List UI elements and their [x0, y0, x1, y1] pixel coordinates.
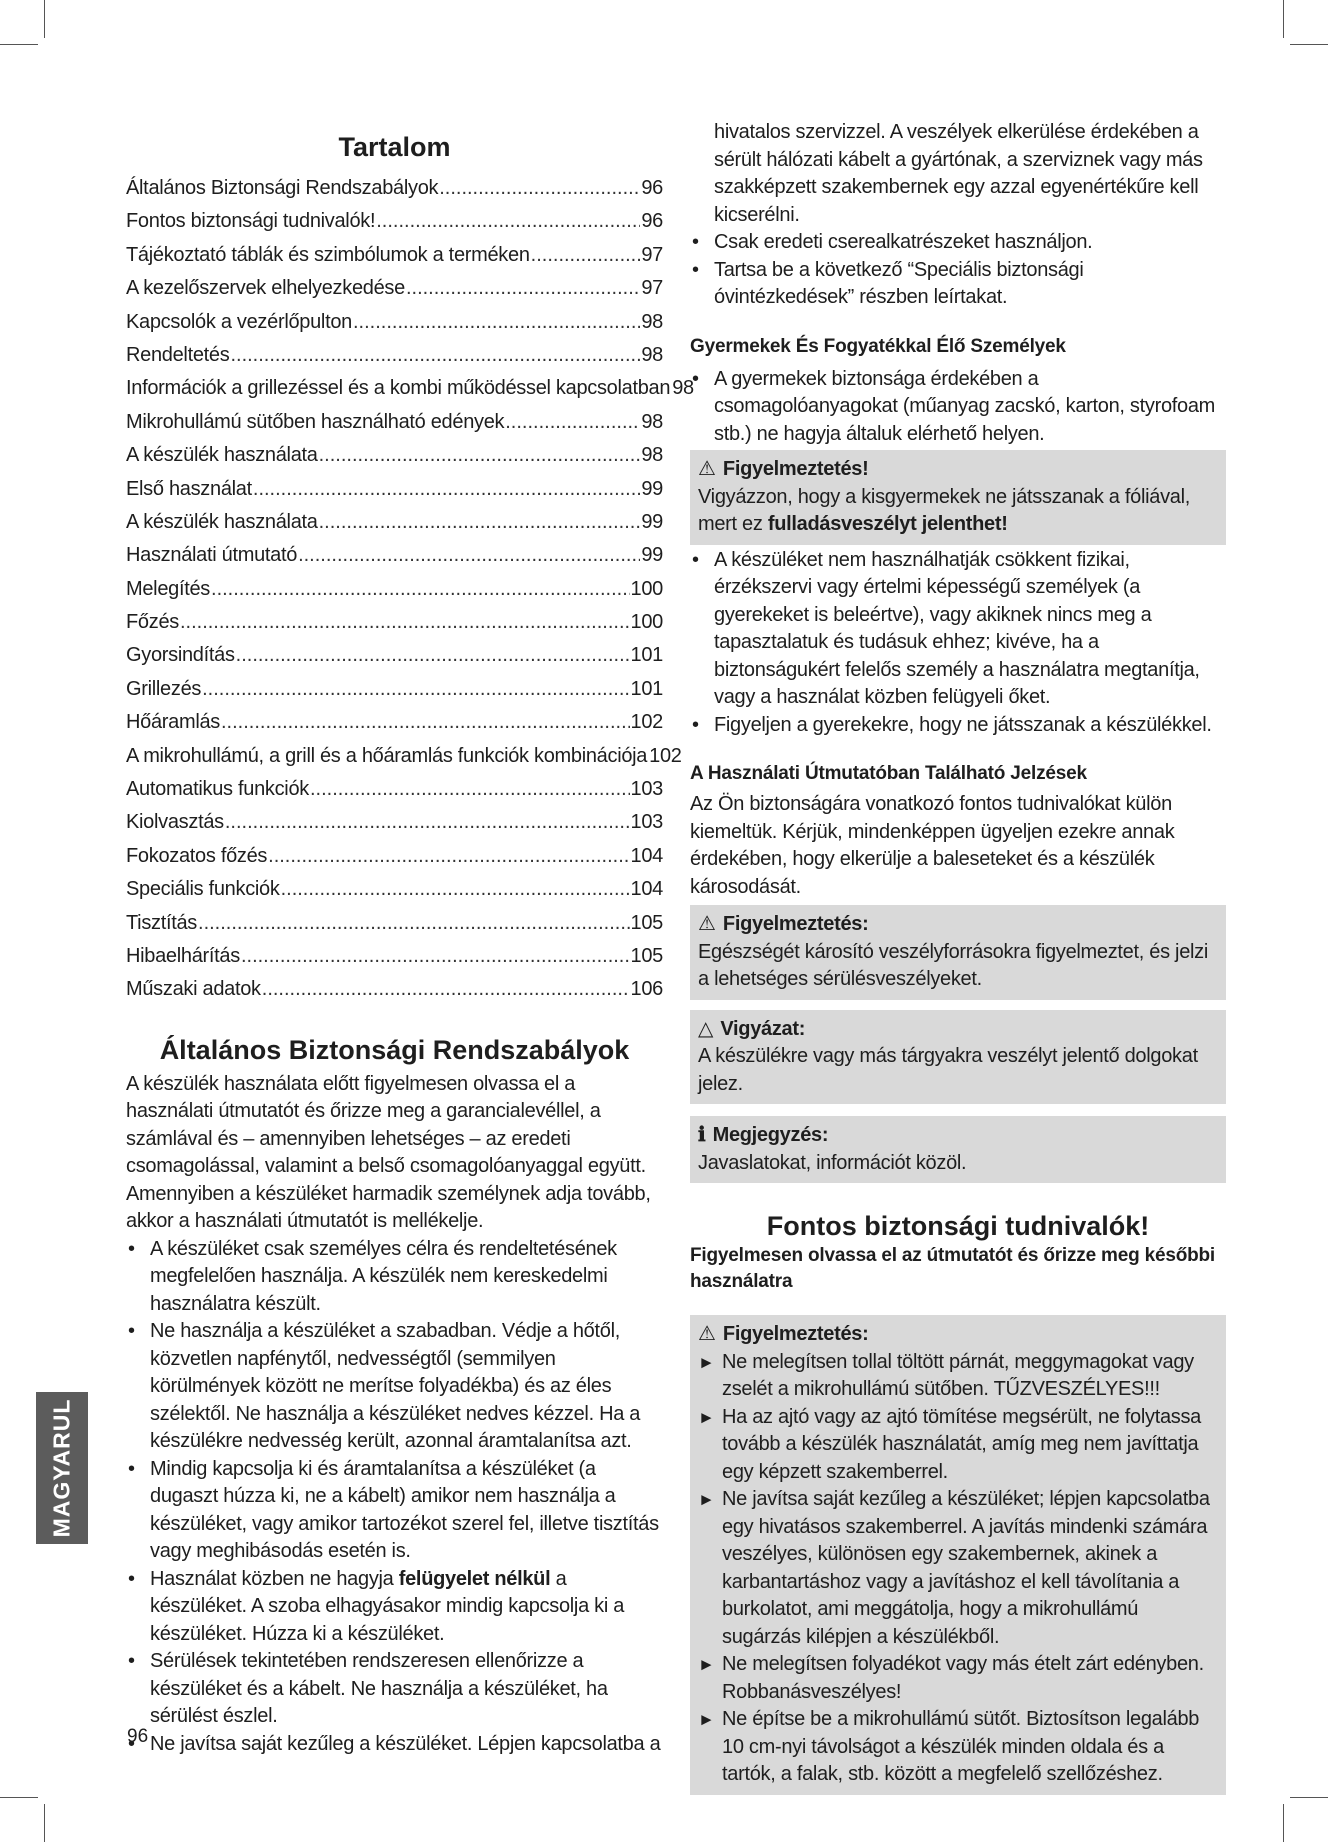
- toc-row[interactable]: Első használat ..... 99: [126, 473, 663, 506]
- toc-row[interactable]: Mikrohullámú sütőben használható edények ..... 98: [126, 406, 663, 439]
- crop-mark: [1283, 0, 1284, 38]
- left-column: [126, 126, 694, 1758]
- toc-row[interactable]: Tisztítás ..... 105: [126, 907, 663, 940]
- warning-box-sign: [690, 905, 1226, 1000]
- list-item: • Ne javítsa saját kezűleg a készüléket. Lépjen kapcsolatba a: [126, 1731, 663, 1759]
- toc-row[interactable]: Automatikus funkciók ..... 103: [126, 773, 663, 806]
- toc-row[interactable]: A kezelőszervek elhelyezkedése ..... 97: [126, 272, 663, 305]
- general-safety-heading: Általános Biztonsági Rendszabályok: [159, 1034, 630, 1065]
- toc-row[interactable]: Hibaelhárítás ..... 105: [126, 940, 663, 973]
- list-item: • A készüléket nem használhatják csökkent fizikai, érzékszervi vagy értelmi képességű személyek (a gyerekeket is beleértve), vagy akiknek nincs meg a tapasztalatuk és tudásuk ehhez; kivéve, ha a biztonságukért felelős személy a használatra megtanítja, vagy a használat közben felügyeli őket.: [690, 547, 1226, 712]
- general-intro: A készülék használata előtt figyelmesen olvassa el a használati útmutatót és őrizze meg a garancialevéllel, a számlával és – amennyiben lehetséges – az eredeti csomagolással, valamint a belső csomagolóanyaggal együtt. Amennyiben a készüléket harmadik személynek adja tovább, akkor a használati útmutatót is mellékelje.: [126, 1072, 651, 1233]
- page-number: 96: [127, 1726, 149, 1747]
- children-list-2: [690, 547, 1226, 740]
- language-tab: [36, 1392, 88, 1544]
- list-item: • Csak eredeti cserealkatrészeket használjon.: [690, 229, 1226, 257]
- toc-row[interactable]: Általános Biztonsági Rendszabályok ..... 96: [126, 172, 663, 205]
- children-heading: Gyermekek És Fogyatékkal Élő Személyek: [690, 335, 1066, 357]
- toc-row[interactable]: Fokozatos főzés ..... 104: [126, 840, 663, 873]
- note-box-text: Javaslatokat, információt közöl.: [698, 1151, 967, 1174]
- toc-row[interactable]: Kiolvasztás ..... 103: [126, 806, 663, 839]
- list-item: • Tartsa be a következő “Speciális biztonsági óvintézkedések” részben leírtakat.: [690, 257, 1226, 312]
- note-box-title: ℹ Megjegyzés:: [698, 1124, 829, 1146]
- toc-row[interactable]: Grillezés ..... 101: [126, 673, 663, 706]
- toc-title: Tartalom: [338, 132, 451, 162]
- signs-intro: Az Ön biztonságára vonatkozó fontos tudnivalókat külön kiemeltük. Kérjük, mindenképpen ügyeljen ezekre annak érdekében, hogy elkerülje a baleseteket és a készülék károsodását.: [690, 793, 1175, 898]
- toc-row[interactable]: Használati útmutató ..... 99: [126, 539, 663, 572]
- toc-row[interactable]: Hőáramlás ..... 102: [126, 706, 663, 739]
- toc-row[interactable]: Műszaki adatok ..... 106: [126, 973, 663, 1006]
- continued-text: hivatalos szervizzel. A veszélyek elkerülése érdekében a sérült hálózati kábelt a gyártónak, a szerviznek vagy más szakképzett szakembernek egy azzal egyenértékűre kell kicserélni.: [714, 121, 1203, 226]
- toc-list: [126, 172, 694, 1007]
- toc-row[interactable]: Információk a grillezéssel és a kombi működéssel kapcsolatban 98: [126, 377, 694, 400]
- list-item: ► Ne melegítsen tollal töltött párnát, meggymagokat vagy zselét a mikrohullámú sütőben. TŰZVESZÉLYES!!!: [698, 1349, 1218, 1404]
- warning-box-children: [690, 450, 1226, 545]
- toc-row[interactable]: A mikrohullámú, a grill és a hőáramlás funkciók kombinációja 102: [126, 744, 682, 767]
- toc-row[interactable]: Kapcsolók a vezérlőpulton ..... 98: [126, 306, 663, 339]
- toc-row[interactable]: Melegítés ..... 100: [126, 573, 663, 606]
- crop-mark: [0, 1797, 38, 1798]
- toc-row[interactable]: Tájékoztató táblák és szimbólumok a terméken ..... 97: [126, 239, 663, 272]
- caution-box: [690, 1010, 1226, 1105]
- signs-heading: A Használati Útmutatóban Található Jelzések: [690, 763, 1087, 784]
- caution-box-text: A készülékre vagy más tárgyakra veszélyt jelentő dolgokat jelez.: [698, 1045, 1198, 1095]
- list-item: • A készüléket csak személyes célra és rendeltetésének megfelelően használja. A készülék nem kereskedelmi használatra készült.: [126, 1236, 663, 1319]
- warning-box-title: ⚠ Figyelmeztetés!: [698, 458, 869, 480]
- caution-box-title: △ Vigyázat:: [698, 1017, 806, 1040]
- info-icon: ℹ: [698, 1124, 706, 1146]
- general-safety-list: [126, 1236, 663, 1759]
- list-item: • Használat közben ne hagyja felügyelet nélkül a készüléket. A szoba elhagyásakor mindig kapcsolja ki a készüléket. Húzza ki a készüléket.: [126, 1566, 663, 1649]
- list-item: • Mindig kapcsolja ki és áramtalanítsa a készüléket (a dugaszt húzza ki, ne a kábelt) amikor nem használja a készüléket, vagy amikor tartozékot szerel fel, illetve tisztítás vagy meghibásodás esetén is.: [126, 1456, 663, 1566]
- toc-row[interactable]: Főzés ..... 100: [126, 606, 663, 639]
- continued-list: [690, 229, 1226, 312]
- list-item: ► Ha az ajtó vagy az ajtó tömítése megsérült, ne folytassa tovább a készülék használatát, amíg meg nem javíttatja egy képzett szakemberrel.: [698, 1404, 1218, 1487]
- warning-box-title: ⚠ Figyelmeztetés:: [698, 1323, 869, 1345]
- toc-row[interactable]: Gyorsindítás ..... 101: [126, 639, 663, 672]
- warning-box-important: [690, 1315, 1226, 1795]
- language-tab-label: MAGYARUL: [48, 1398, 75, 1538]
- warning-icon: ⚠: [698, 1323, 716, 1345]
- list-item: • Sérülések tekintetében rendszeresen ellenőrizze a készüléket és a kábelt. Ne használja a készüléket, ha sérülést észlel.: [126, 1648, 663, 1731]
- warning-list: [698, 1349, 1218, 1789]
- list-item: • Figyeljen a gyerekekre, hogy ne játsszanak a készülékkel.: [690, 712, 1226, 740]
- crop-mark: [44, 1804, 45, 1842]
- toc-row[interactable]: Speciális funkciók ..... 104: [126, 873, 663, 906]
- crop-mark: [1290, 44, 1328, 45]
- warning-box-text: Vigyázzon, hogy a kisgyermekek ne játsszanak a fóliával, mert ez fulladásveszélyt jelenthet!: [698, 485, 1190, 535]
- caution-triangle-icon: △: [698, 1017, 714, 1040]
- warning-box-text: Egészségét károsító veszélyforrásokra figyelmeztet, és jelzi a lehetséges sérülésveszélyeket.: [698, 940, 1208, 990]
- list-item: ► Ne építse be a mikrohullámú sütőt. Biztosítson legalább 10 cm-nyi távolságot a készülék minden oldala és a tartók, a falak, stb. között a megfelelő szellőzéshez.: [698, 1706, 1218, 1789]
- list-item: ► Ne javítsa saját kezűleg a készüléket; lépjen kapcsolatba egy hivatásos szakemberrel. A javítás mindenki számára veszélyes, különösen egy szakembernek, akinek a karbantartáshoz vagy a javításhoz el kell távolítania a burkolatot, ami meggátolja, hogy a mikrohullámú sugárzás kilépjen a készülékből.: [698, 1486, 1218, 1651]
- warning-box-title: ⚠ Figyelmeztetés:: [698, 913, 869, 935]
- toc-row[interactable]: A készülék használata ..... 99: [126, 506, 663, 539]
- list-item: • A gyermekek biztonsága érdekében a csomagolóanyagokat (műanyag zacskó, karton, styrofoam stb.) ne hagyja általuk elérhető helyen.: [690, 366, 1226, 449]
- note-box: [690, 1116, 1226, 1183]
- children-list-1: [690, 366, 1226, 449]
- important-heading: Fontos biztonsági tudnivalók!: [766, 1211, 1150, 1241]
- toc-row[interactable]: Fontos biztonsági tudnivalók! ..... 96: [126, 205, 663, 238]
- crop-mark: [44, 0, 45, 38]
- right-column: [690, 119, 1226, 1795]
- crop-mark: [0, 44, 38, 45]
- warning-icon: ⚠: [698, 458, 716, 480]
- warning-icon: ⚠: [698, 913, 716, 935]
- list-item: • Ne használja a készüléket a szabadban. Védje a hőtől, közvetlen napfénytől, nedvességtől (semmilyen körülmények között ne merítse folyadékba) és az éles szélektől. Ne használja a készüléket nedves kézzel. Ha a készülékre nedvesség került, azonnal áramtalanítsa azt.: [126, 1318, 663, 1456]
- important-subheading: Figyelmesen olvassa el az útmutatót és őrizze meg későbbi használatra: [690, 1245, 1215, 1292]
- toc-row[interactable]: Rendeltetés ..... 98: [126, 339, 663, 372]
- crop-mark: [1290, 1797, 1328, 1798]
- list-item: ► Ne melegítsen folyadékot vagy más ételt zárt edényben. Robbanásveszélyes!: [698, 1651, 1218, 1706]
- crop-mark: [1283, 1804, 1284, 1842]
- toc-row[interactable]: A készülék használata ..... 98: [126, 439, 663, 472]
